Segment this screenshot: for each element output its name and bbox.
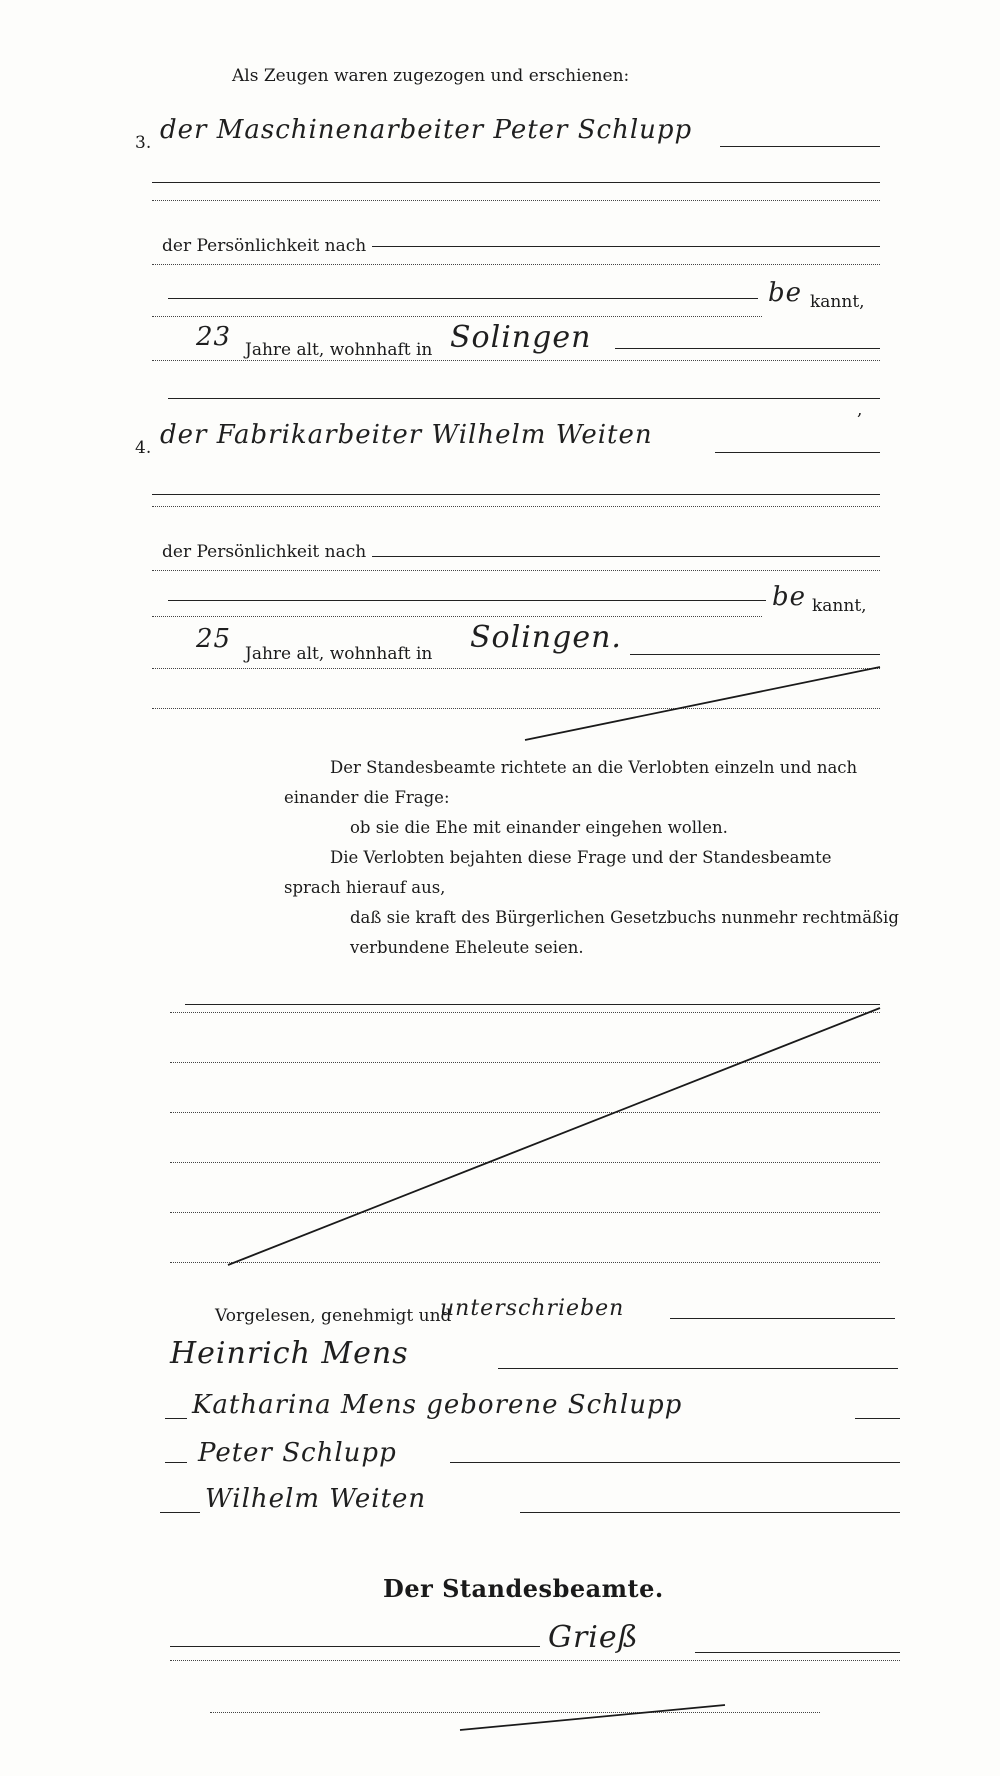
witness-4-known-hand: be xyxy=(772,582,807,612)
declaration-line-4: Die Verlobten bejahten diese Frage und der Standesbeamte xyxy=(330,848,832,867)
witness-4-age-label: Jahre alt, wohnhaft in xyxy=(245,644,433,664)
strikeout-blank-area xyxy=(228,1008,880,1265)
registrar-underline-stroke xyxy=(460,1705,725,1730)
witness-3-age-label: Jahre alt, wohnhaft in xyxy=(245,340,433,360)
witness-3-number: 3. xyxy=(135,133,152,153)
signature-2: Katharina Mens geborene Schlupp xyxy=(192,1390,683,1420)
witness-3-name: der Maschinenarbeiter Peter Schlupp xyxy=(160,115,693,145)
declaration-line-2: einander die Frage: xyxy=(284,788,450,807)
witness-4-identity-label: der Persönlichkeit nach xyxy=(162,542,367,562)
closing-signed: unterschrieben xyxy=(440,1296,625,1321)
declaration-line-6: daß sie kraft des Bürgerlichen Gesetzbuchs nunmehr rechtmäßig xyxy=(350,908,899,927)
witness-4-number: 4. xyxy=(135,438,152,458)
registrar-title: Der Standesbeamte. xyxy=(383,1574,664,1603)
strikeout-witness-area xyxy=(525,667,880,740)
declaration-line-7: verbundene Eheleute seien. xyxy=(350,938,584,957)
signature-4: Wilhelm Weiten xyxy=(205,1484,427,1514)
witness-4-known-suffix: kannt, xyxy=(812,596,867,616)
signature-3: Peter Schlupp xyxy=(198,1438,397,1468)
witness-4-name: der Fabrikarbeiter Wilhelm Weiten xyxy=(160,420,653,450)
witness-3-known-suffix: kannt, xyxy=(810,292,865,312)
witness-3-age: 23 xyxy=(196,322,232,352)
witness-3-identity-label: der Persönlichkeit nach xyxy=(162,236,367,256)
registrar-signature: Grieß xyxy=(548,1620,639,1655)
witness-4-age: 25 xyxy=(196,624,232,654)
witnesses-intro: Als Zeugen waren zugezogen und erschienen: xyxy=(232,66,630,86)
declaration-line-1: Der Standesbeamte richtete an die Verlobten einzeln und nach xyxy=(330,758,858,777)
declaration-line-3: ob sie die Ehe mit einander eingehen wollen. xyxy=(350,818,728,837)
declaration-line-5: sprach hierauf aus, xyxy=(284,878,446,897)
closing-label: Vorgelesen, genehmigt und xyxy=(215,1306,452,1326)
signature-1: Heinrich Mens xyxy=(170,1336,409,1371)
witness-4-residence: Solingen. xyxy=(470,620,622,655)
witness-3-trailing-comma: , xyxy=(857,400,863,420)
witness-3-residence: Solingen xyxy=(450,320,592,355)
witness-3-known-hand: be xyxy=(768,278,803,308)
